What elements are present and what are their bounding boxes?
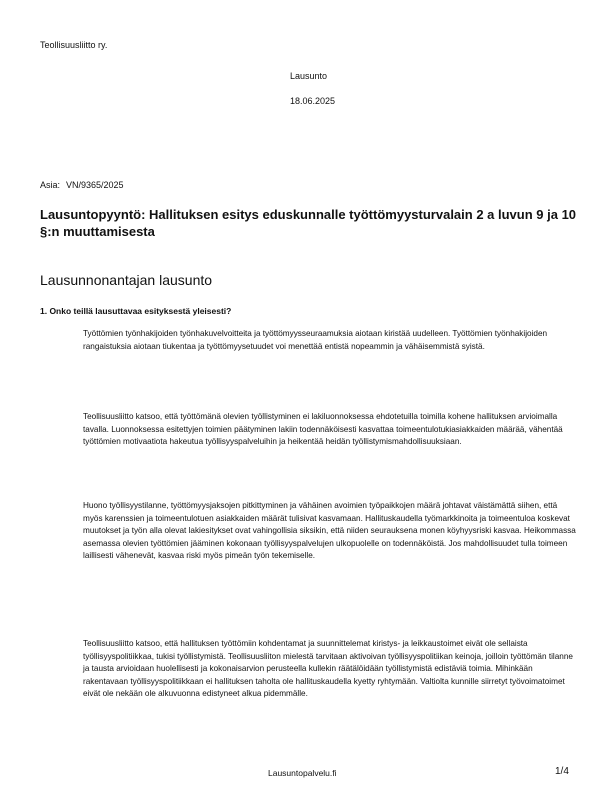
answer-paragraph-2: Teollisuusliitto katsoo, että työttömänä olevien työllistyminen ei lakiluonnoksessa ehdotetuilla toimilla kohene hallituksen arvioimalla tavalla. Luonnoksessa esitettyjen toimien päätyminen lakiin todennäköisesti kasvattaa toimeentulotukiasiakkaiden määrää, vähentää työttömien motivaatiota hakeutua työllisyyspalveluihin ja heikentää heidän työllistymismahdollisuuksiaan. (83, 412, 563, 447)
question-heading: 1. Onko teillä lausuttavaa esityksestä yleisesti? (40, 306, 232, 316)
page-number: 1/4 (555, 766, 569, 777)
answer-paragraph-4: Teollisuusliitto katsoo, että hallituksen työttömiin kohdentamat ja suunnittelemat kiristys- ja leikkaustoimet eivät ole sellaista työllisyyspolitiikkaa, tukisi työllistymistä. Teollisuusliiton mielestä tarvitaan aktivoivan työllisyyspolitiikan keinoja, joilloin työttömän tilanne ja tausta arvioidaan huolellisesti ja kokonaisarvion perusteella kullekin räätälöidään työllistymistä edistäviä toimia. Mihinkään rakentavaan työllisyyspolitiikkaan ei hallituksen taholta ole hallituskaudella kyetty ryhtymään. Valtiolta kunnille siirretyt työvoimatoimet eivät ole nekään ole alkuvuonna edistyneet alkua pidemmälle. (83, 639, 573, 699)
case-label: Asia: (40, 180, 61, 190)
answer-paragraph-3: Huono työllisyystilanne, työttömyysjaksojen pitkittyminen ja vähäinen avoimien työpaikkojen määrä johtavat väistämättä siihen, että myös karenssien ja toimeentulotuen asiakkaiden määrät tulisivat kasvamaan. Hallituskaudella työmarkkinoita ja toimeentuloa koskevat muutokset ja työn alla olevat lakiesitykset ovat vahingollisia siksikin, että niiden seurauksena monen köyhyysriski kasvaa. Heikommassa asemassa olevien työttömien jääminen kokonaan työllisyyspalvelujen ulkopuolelle on todennäköistä. Jos mahdollisuudet tulla toimeen laillisesti vähenevät, kasvaa riski myös pimeän työn tekemiselle. (83, 501, 576, 561)
document-title: Lausuntopyyntö: Hallituksen esitys eduskunnalle työttömyysturvalain 2 a luvun 9 ja 10 §:n muuttamisesta (40, 207, 577, 239)
organization-name: Teollisuusliitto ry. (40, 40, 108, 50)
document-date: 18.06.2025 (290, 96, 336, 106)
case-number: VN/9365/2025 (66, 180, 124, 190)
footer-site: Lausuntopalvelu.fi (268, 768, 337, 778)
answer-paragraph-1: Työttömien työnhakijoiden työnhakuvelvoitteita ja työttömyysseuraamuksia aiotaan kiristää uudelleen. Työttömien työnhakijoiden rangaistuksia aiotaan tiukentaa ja työttömyysetuudet voi menettää entistä nopeammin ja vähäisemmistä syistä. (83, 329, 548, 351)
case-reference (40, 180, 124, 190)
section-heading: Lausunnonantajan lausunto (40, 272, 213, 288)
document-type: Lausunto (290, 71, 328, 81)
